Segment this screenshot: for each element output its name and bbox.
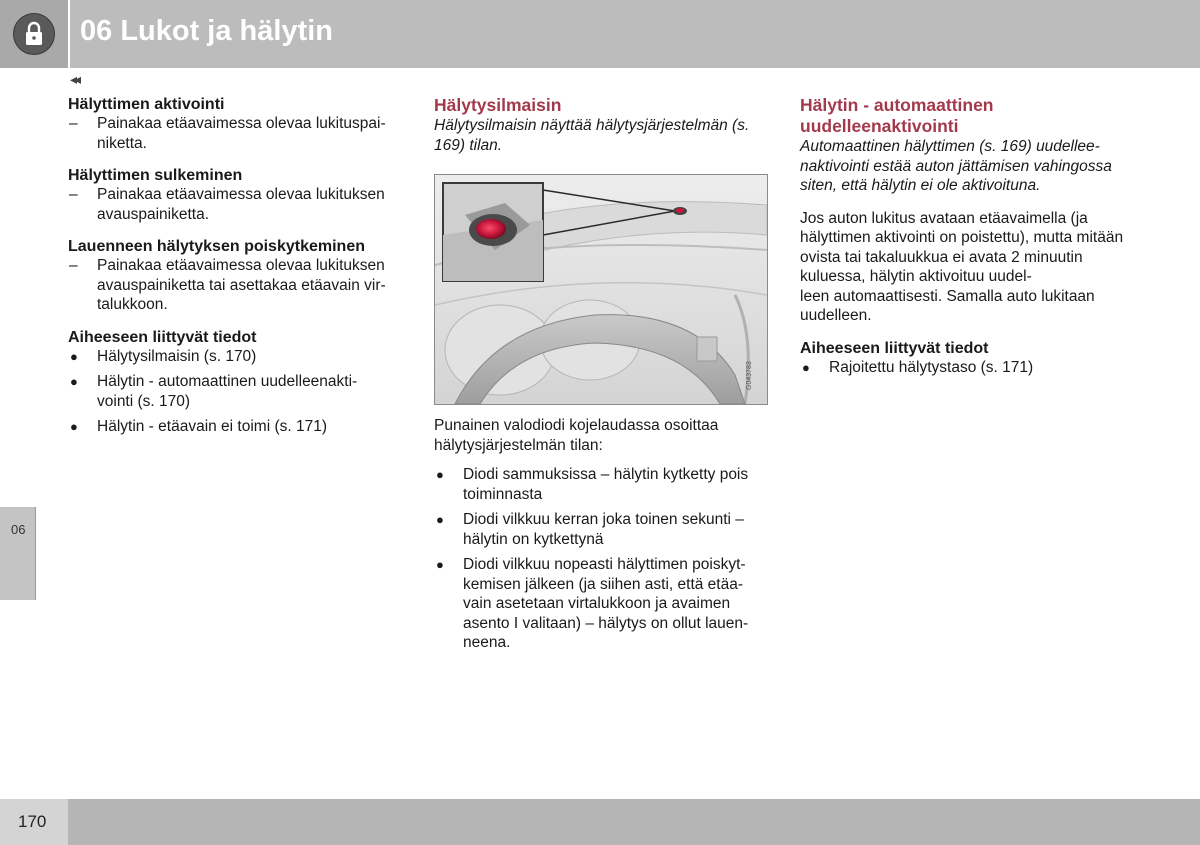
dash-marker: – [69,115,78,132]
section-title-deactivation: Hälyttimen sulkeminen [68,167,243,184]
activation-steps [68,114,403,153]
bullet-marker: ● [70,374,78,389]
page-number-box [0,799,68,845]
page-number: 170 [18,812,47,831]
related-links [68,347,403,437]
list-item: ● Diodi vilkkuu nopeasti hälyttimen poiskyt- kemisen jälkeen (ja siihen asti, että etäa- vain asetetaan virtalukkoon ja avaimen asento I valitaan) – hälytys on ollut lauen- neena. [436,556,749,651]
lock-icon [13,13,55,55]
section-title-triggered-off: Lauenneen hälytyksen poiskytkeminen [68,238,365,255]
column-left [68,95,403,437]
indicator-intro: Hälytysilmaisin näyttää hälytysjärjestelmän (s. 169) tilan. [434,117,750,154]
related-link[interactable]: ● Hälytin - etäavain ei toimi (s. 171) [70,418,328,435]
related-links [800,358,1135,378]
column-right [800,95,1135,377]
section-title-related: Aiheeseen liittyvät tiedot [68,328,257,346]
dash-marker: – [69,186,78,203]
related-link[interactable]: ● Rajoitettu hälytystaso (s. 171) [802,358,1034,376]
bullet-marker: ● [436,467,444,482]
triggered-off-steps [68,256,403,315]
chapter-title: 06 Lukot ja hälytin [80,15,333,47]
bullet-marker: ● [70,348,78,364]
figure-code: G043783 [746,361,753,390]
list-item: – Painakaa etäavaimessa olevaa lukituksen avauspainiketta. [69,186,385,223]
deactivation-steps [68,185,403,224]
header-divider [68,0,70,68]
list-item: – Painakaa etäavaimessa olevaa lukituksen avauspainiketta tai asettakaa etäavain vir- talukkoon. [69,257,386,313]
led-states [434,465,769,653]
related-link[interactable]: ● Hälytysilmaisin (s. 170) [70,347,257,365]
chapter-icon-box [0,0,68,68]
bullet-marker: ● [436,512,444,527]
led-caption: Punainen valodiodi kojelaudassa osoittaa hälytysjärjestelmän tilan: [434,417,719,454]
page-header [0,0,1200,68]
bullet-marker: ● [70,419,78,434]
section-title-activation: Hälyttimen aktivointi [68,96,225,113]
auto-rearm-intro: Automaattinen hälyttimen (s. 169) uudellee- naktivointi estää auton jättämisen vahingossa siten, että hälytin ei ole aktivoituna. [800,138,1112,194]
bullet-marker: ● [436,557,444,572]
dashboard-illustration [434,174,768,405]
list-item: – Painakaa etäavaimessa olevaa lukituspai- niketta. [69,115,386,152]
chapter-number: 06 [11,522,26,537]
bullet-marker: ● [802,359,810,375]
column-middle [434,95,769,653]
section-title-indicator: Hälytysilmaisin [434,95,562,115]
dash-marker: – [69,257,78,274]
chapter-side-tab[interactable] [0,507,36,600]
page-footer [0,799,1200,845]
auto-rearm-body: Jos auton lukitus avataan etäavaimella (ja hälyttimen aktivointi on poistettu), mutta mitään ovista tai takaluukkua ei avata 2 minuutin kuluessa, hälytin aktivoituu uudel- leen automaattisesti. Samalla auto lukitaan uudelleen. [800,209,1124,324]
related-link[interactable]: ● Hälytin - automaattinen uudelleenakti- vointi (s. 170) [70,373,358,410]
back-nav-icon[interactable]: ◂◂ [70,71,79,87]
list-item: ● Diodi vilkkuu kerran joka toinen sekunti – hälytin on kytkettynä [436,511,744,548]
list-item: ● Diodi sammuksissa – hälytin kytketty pois toiminnasta [436,466,749,503]
section-title-auto-rearm: Hälytin - automaattinen uudelleenaktivointi [800,95,994,136]
section-title-related: Aiheeseen liittyvät tiedot [800,339,989,357]
